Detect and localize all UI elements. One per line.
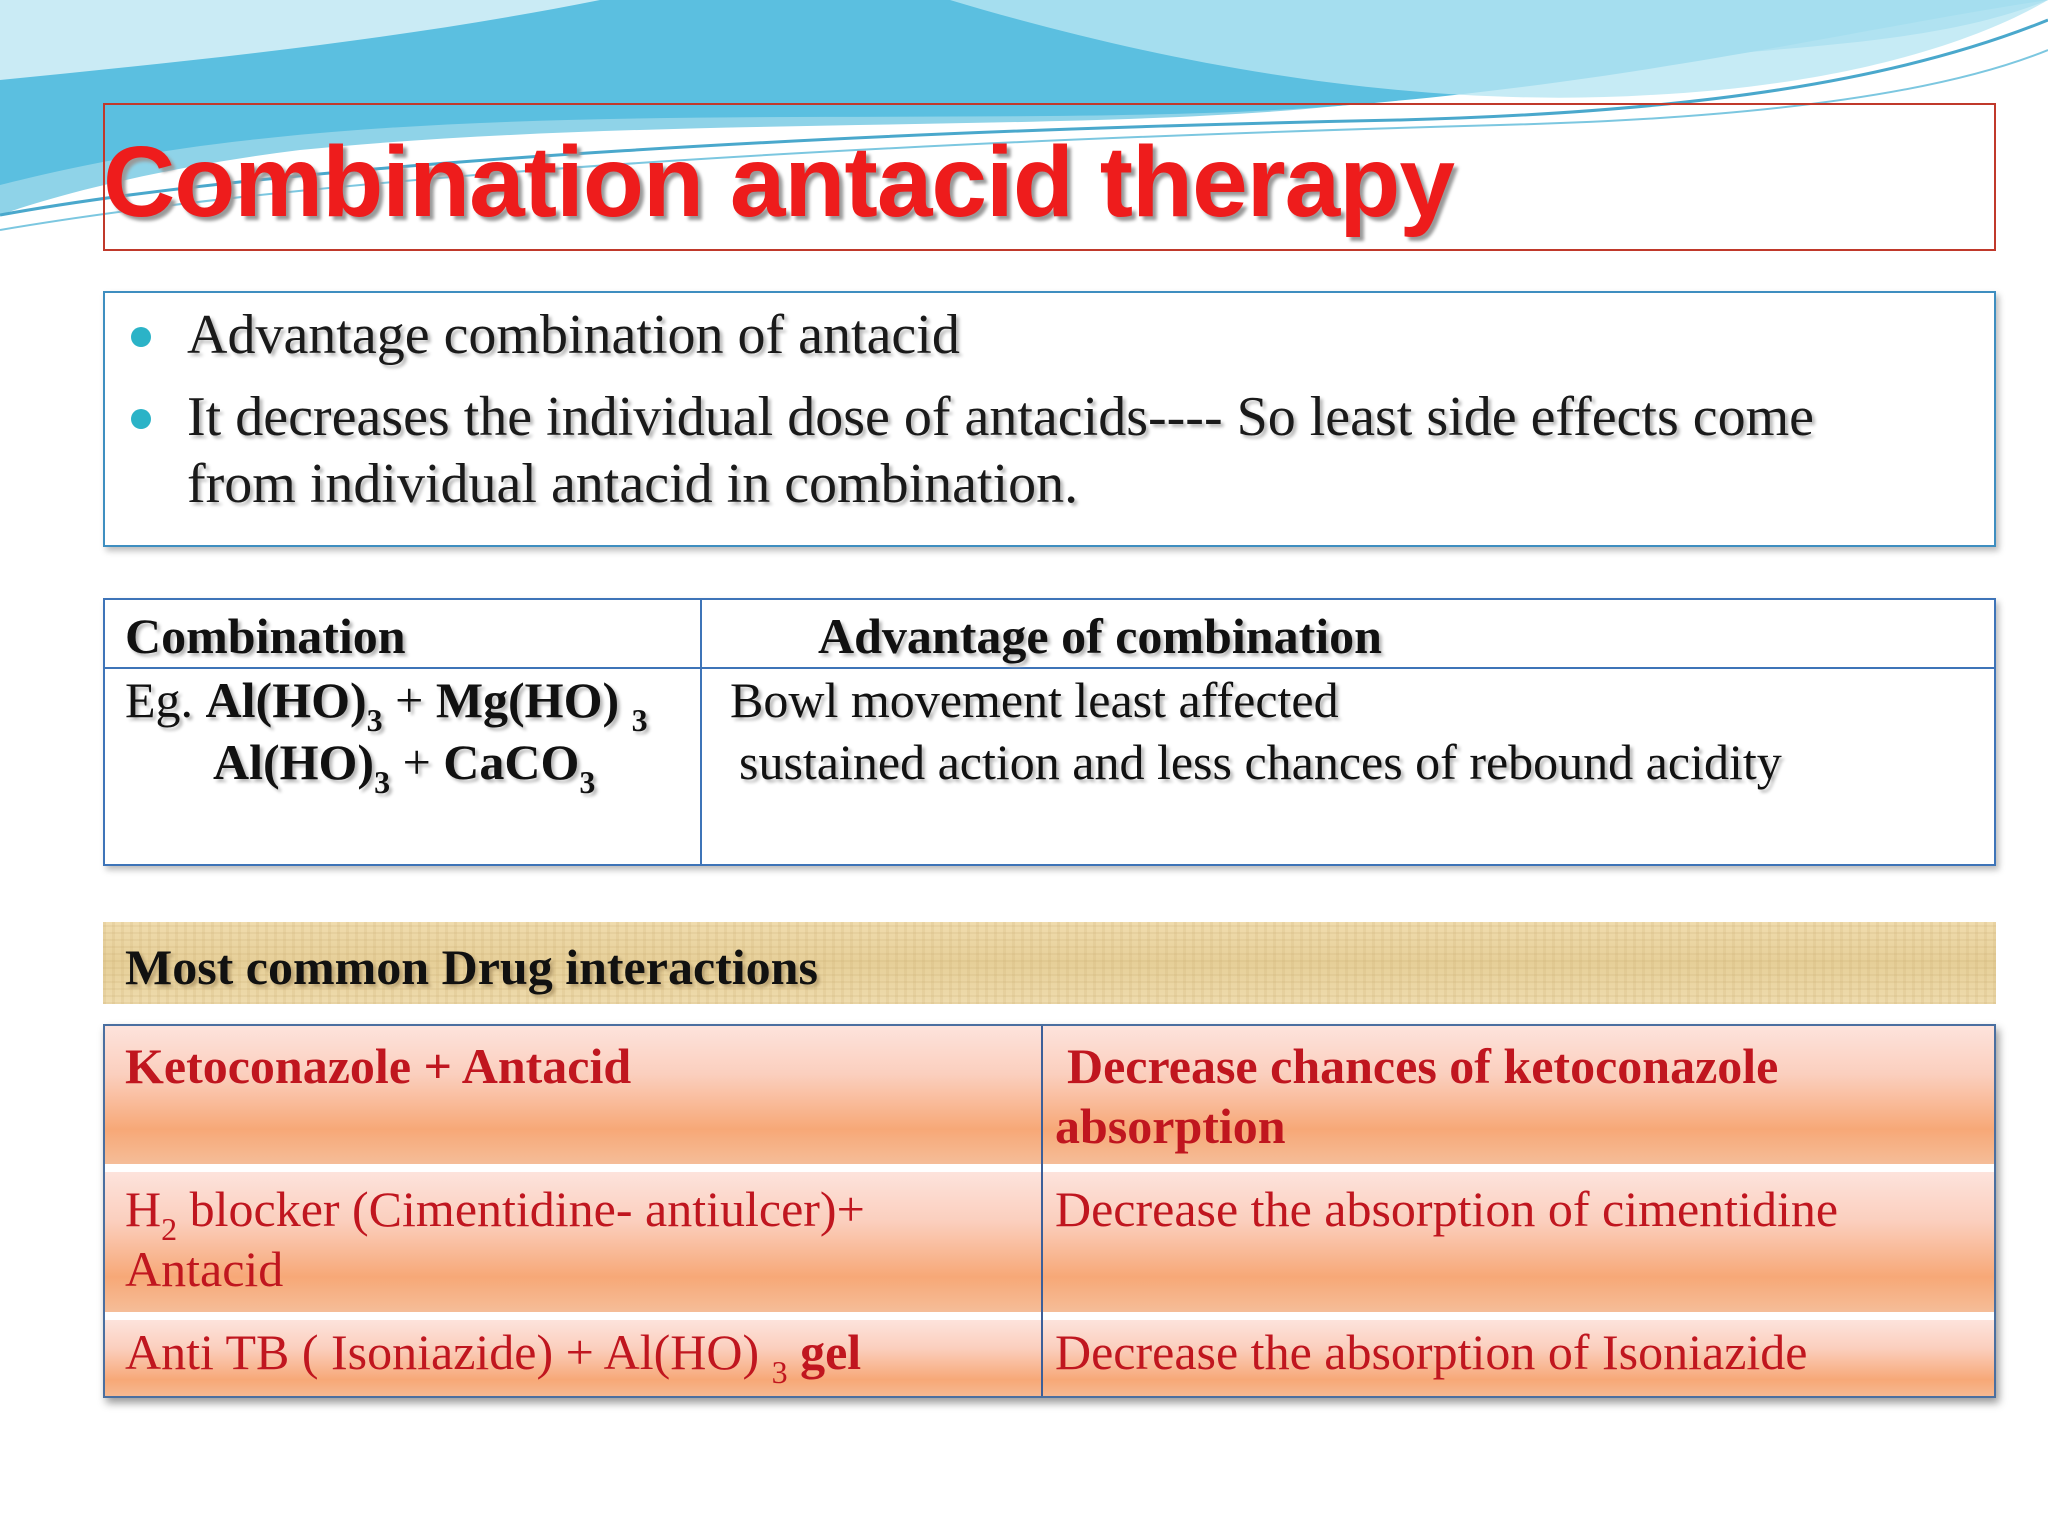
interactions-heading-bar <box>103 922 1996 1004</box>
interaction-3-drugs <box>125 1322 862 1390</box>
bullet-item-2-line1: It decreases the individual dose of antacids---- So least side effects come <box>187 386 1815 448</box>
gel-label: gel <box>800 1324 862 1380</box>
header-advantage: Advantage of combination <box>818 608 1382 664</box>
subscript: 3 <box>366 702 383 738</box>
advantage-row-1: Bowl movement least affected <box>730 672 1339 728</box>
combination-table <box>103 598 1996 866</box>
interaction-2-effect: Decrease the absorption of cimentidine <box>1055 1181 1839 1237</box>
table-divider <box>105 667 1994 669</box>
compound-aluminium-hydroxide: Al(HO) <box>205 672 367 728</box>
subscript: 2 <box>161 1211 178 1247</box>
subscript: 3 <box>374 764 391 800</box>
subscript: 3 <box>631 702 648 738</box>
interaction-1-effect-line1: Decrease chances of ketoconazole <box>1067 1038 1779 1094</box>
plus-sign: + <box>402 734 431 790</box>
bullet-dot-icon <box>131 409 151 429</box>
h2-label: H <box>125 1181 162 1237</box>
subscript: 3 <box>579 764 596 800</box>
bullet-dot-icon <box>131 327 151 347</box>
interaction-1-drugs: Ketoconazole + Antacid <box>125 1038 632 1094</box>
drug-name: blocker (Cimentidine- antiulcer)+ <box>177 1181 865 1237</box>
bullet-item-1: Advantage combination of antacid <box>187 304 960 366</box>
table-divider <box>700 600 702 864</box>
bullet-list-box <box>103 291 1996 547</box>
header-combination: Combination <box>125 608 406 664</box>
interactions-table <box>103 1024 1996 1398</box>
page-title: Combination antacid therapy <box>103 126 1454 238</box>
compound-aluminium-hydroxide: Al(HO) <box>213 734 375 790</box>
combination-row-1 <box>125 670 648 738</box>
interaction-3-effect: Decrease the absorption of Isoniazide <box>1055 1324 1808 1380</box>
compound-magnesium-hydroxide: Mg(HO) <box>435 672 620 728</box>
subscript: 3 <box>771 1354 788 1390</box>
advantage-row-2: sustained action and less chances of rebound acidity <box>739 734 1782 790</box>
example-prefix: Eg. <box>125 672 194 728</box>
compound-calcium-carbonate: CaCO <box>443 734 580 790</box>
combination-row-2 <box>213 732 596 800</box>
interactions-heading: Most common Drug interactions <box>125 939 818 995</box>
plus-sign: + <box>395 672 424 728</box>
table-divider <box>1041 1026 1043 1396</box>
interaction-2-drugs-line2: Antacid <box>125 1241 284 1297</box>
interaction-2-drugs <box>125 1179 865 1247</box>
drug-name: Anti TB ( Isoniazide) + Al(HO) <box>125 1324 760 1380</box>
interaction-1-effect-line2: absorption <box>1055 1098 1286 1154</box>
bullet-item-2-line2: from individual antacid in combination. <box>187 453 1079 515</box>
